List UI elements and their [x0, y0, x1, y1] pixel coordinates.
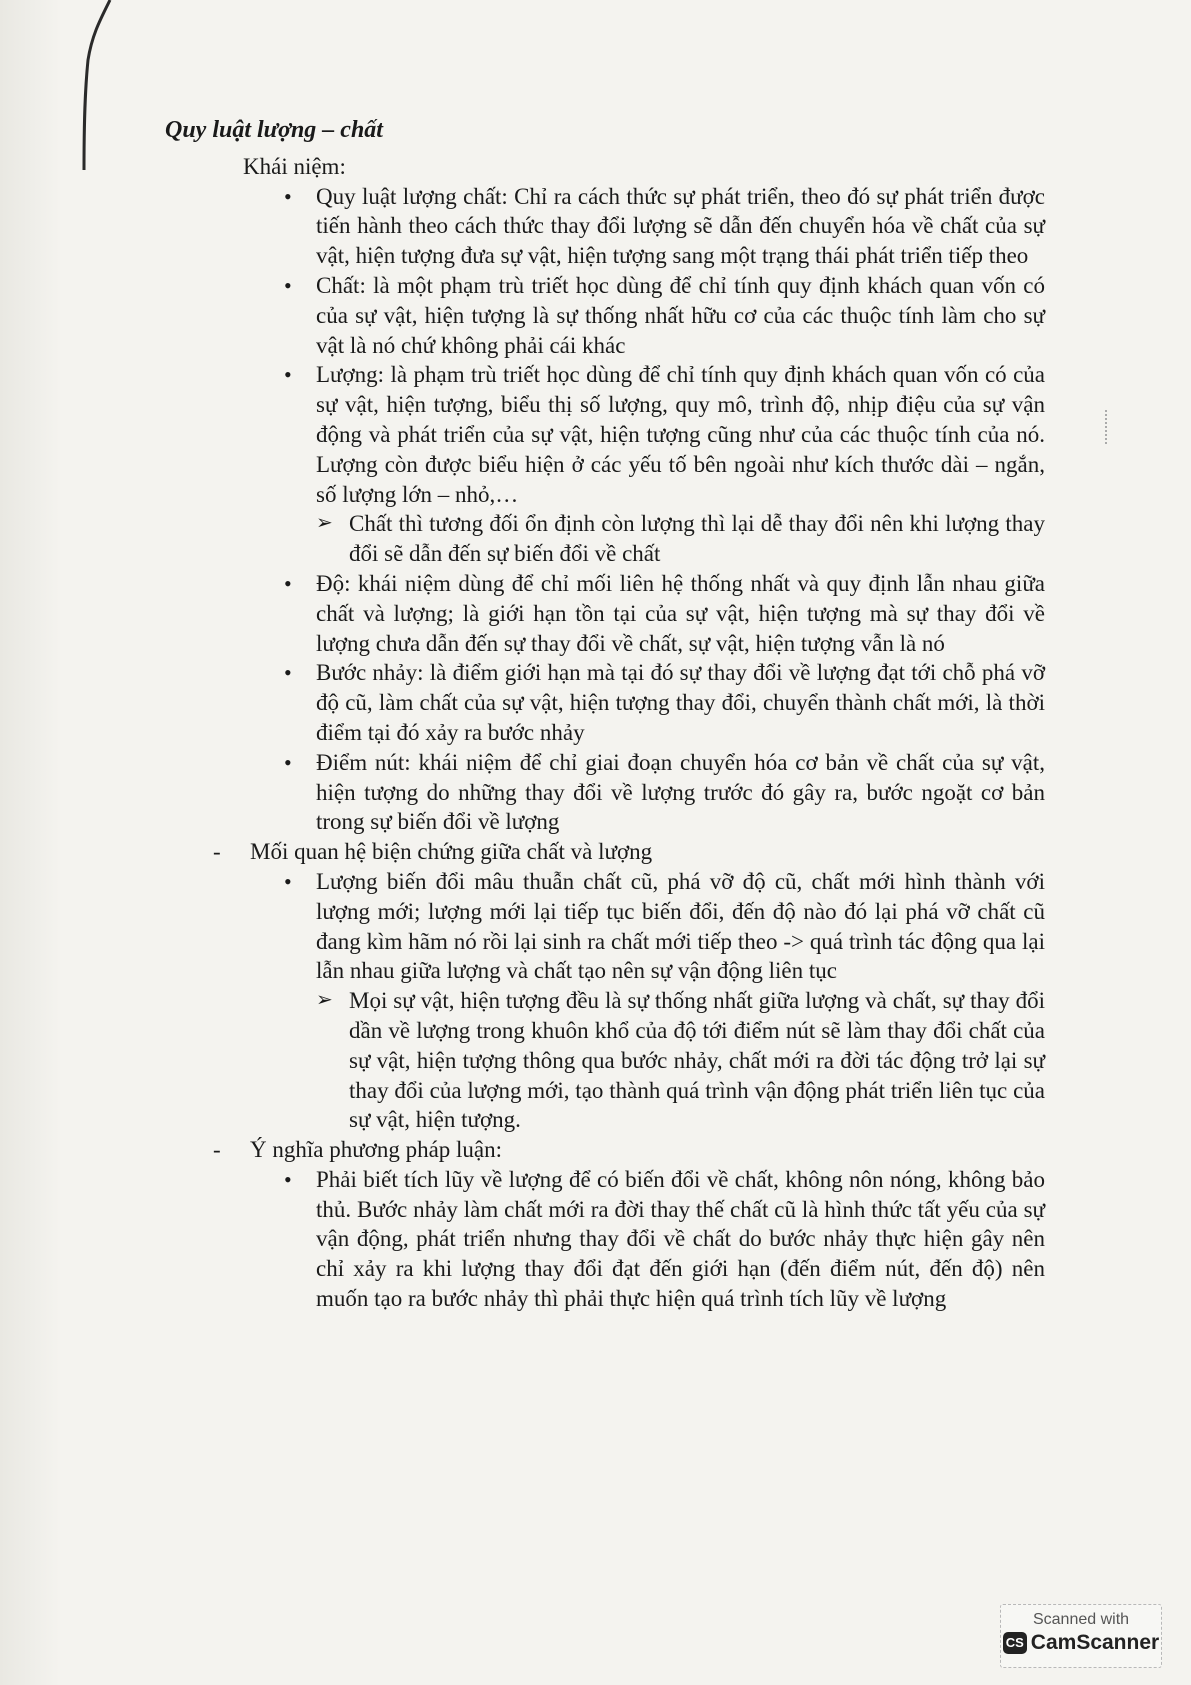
list-item-text: Lượng biến đổi mâu thuẫn chất cũ, phá vỡ độ cũ, chất mới hình thành với lượng mới; lượng mới lại tiếp tục biến đổi, đến độ nào đó lại phá vỡ chất cũ đang kìm hãm nó rồi lại sinh ra chất mới tiếp theo -> quá trình tác động qua lại lẫn nhau giữa lượng và chất tạo nên sự vận động liên tục	[316, 868, 1045, 984]
list-item-text: Lượng: là phạm trù triết học dùng để chỉ tính quy định khách quan vốn có của sự vật, hiện tượng, biểu thị số lượng, quy mô, trình độ, nhịp điệu của sự vận động và phát triển của sự vật, hiện tượng cũng như của các thuộc tính của nó. Lượng còn được biểu hiện ở các yếu tố bên ngoài như kích thước dài – ngắn, số lượng lớn – nhỏ,…	[316, 362, 1045, 507]
list-item-text: Chất: là một phạm trù triết học dùng để chỉ tính quy định khách quan vốn có của sự vật, hiện tượng là sự thống nhất hữu cơ của các thuộc tính làm cho sự vật là nó chứ không phải cái khác	[316, 272, 1045, 358]
list-item	[284, 182, 1045, 271]
list-item-text: Phải biết tích lũy về lượng để có biến đổi về chất, không nôn nóng, không bảo thủ. Bước nhảy làm chất mới ra đời thay thế chất cũ là hình thức tất yếu của sự vận động, phát triển nhưng thay đổi về chất do bước nhảy thực hiện gây nên chỉ xảy ra khi lượng thay đổi đạt đến giới hạn (đến điểm nút, đến độ) nên muốn tạo ra bước nhảy thì phải thực hiện quá trình tích lũy về lượng	[316, 1166, 1045, 1312]
list-item	[284, 867, 1045, 1135]
conclusion-text: Mọi sự vật, hiện tượng đều là sự thống nhất giữa lượng và chất, sự thay đổi dần về lượng trong khuôn khổ của độ tới điểm nút sẽ làm thay đổi chất của sự vật, hiện tượng thông qua bước nhảy, chất mới ra đời tác động trở lại sự thay đổi của lượng mới, tạo thành quá trình vận động phát triển liên tục của sự vật, hiện tượng.	[349, 988, 1045, 1133]
camscanner-watermark	[1000, 1604, 1162, 1668]
section-heading-khai-niem: Khái niệm:	[243, 153, 346, 179]
list-item	[284, 1165, 1045, 1314]
bullet-list-y-nghia	[165, 1165, 1045, 1314]
list-item	[284, 748, 1045, 837]
conclusion-text: Chất thì tương đối ổn định còn lượng thì lại dễ thay đổi nên khi lượng thay đổi sẽ dẫn đến sự biến đổi về chất	[349, 511, 1045, 567]
bullet-icon: •	[284, 272, 292, 298]
arrow-icon: ➢	[316, 512, 333, 535]
list-item-text: Quy luật lượng chất: Chỉ ra cách thức sự phát triển, theo đó sự phát triển được tiến hành theo cách thức thay đổi lượng sẽ dẫn đến chuyển hóa về chất của sự vật, hiện tượng đưa sự vật, hiện tượng sang một trạng thái phát triển tiếp theo	[316, 183, 1045, 269]
bullet-list-khai-niem	[165, 182, 1045, 838]
bullet-icon: •	[284, 362, 292, 388]
document-body	[165, 116, 1045, 1314]
camscanner-brand	[1001, 1631, 1161, 1655]
bullet-icon: •	[284, 183, 292, 209]
document-title: Quy luật lượng – chất	[165, 117, 383, 143]
page-shadow	[0, 0, 60, 1685]
margin-dots	[1105, 410, 1113, 444]
binding-edge-mark	[40, 0, 120, 200]
conclusion-item	[316, 986, 1045, 1135]
arrow-icon: ➢	[316, 989, 333, 1012]
scanned-with-label: Scanned with	[1032, 1611, 1130, 1628]
bullet-icon: •	[284, 1166, 292, 1192]
bullet-icon: •	[284, 660, 292, 686]
list-item	[284, 271, 1045, 360]
list-item	[284, 658, 1045, 747]
list-item-text: Độ: khái niệm dùng để chỉ mối liên hệ thống nhất và quy định lẫn nhau giữa chất và lượng; là giới hạn tồn tại của sự vật, hiện tượng mà sự thay đổi về lượng chưa dẫn đến sự thay đổi về chất, sự vật, hiện tượng vẫn là nó	[316, 570, 1045, 656]
list-item	[284, 360, 1045, 569]
section-heading-y-nghia	[165, 1135, 1045, 1165]
bullet-icon: •	[284, 749, 292, 775]
brand-name: CamScanner	[1030, 1631, 1160, 1654]
section-heading-moi-quan-he	[165, 837, 1045, 867]
list-item-text: Bước nhảy: là điểm giới hạn mà tại đó sự thay đổi về lượng đạt tới chỗ phá vỡ độ cũ, làm chất của sự vật, hiện tượng thay đổi, chuyển thành chất mới, là thời điểm tại đó xảy ra bước nhảy	[316, 660, 1045, 745]
dash-marker: -	[213, 839, 221, 865]
bullet-icon: •	[284, 868, 292, 894]
bullet-icon: •	[284, 570, 292, 596]
list-item-text: Điểm nút: khái niệm để chỉ giai đoạn chuyển hóa cơ bản về chất của sự vật, hiện tượng do những thay đổi về lượng trước đó gây ra, bước ngoặt cơ bản trong sự biến đổi về lượng	[316, 749, 1045, 835]
bullet-list-moi-quan-he	[165, 867, 1045, 1135]
dash-marker: -	[213, 1137, 221, 1163]
conclusion-item	[316, 509, 1045, 569]
list-item	[284, 569, 1045, 658]
camscanner-icon: CS	[1003, 1632, 1027, 1654]
section-heading-text: Ý nghĩa phương pháp luận:	[250, 1137, 503, 1163]
section-heading-text: Mối quan hệ biện chứng giữa chất và lượng	[250, 839, 653, 865]
